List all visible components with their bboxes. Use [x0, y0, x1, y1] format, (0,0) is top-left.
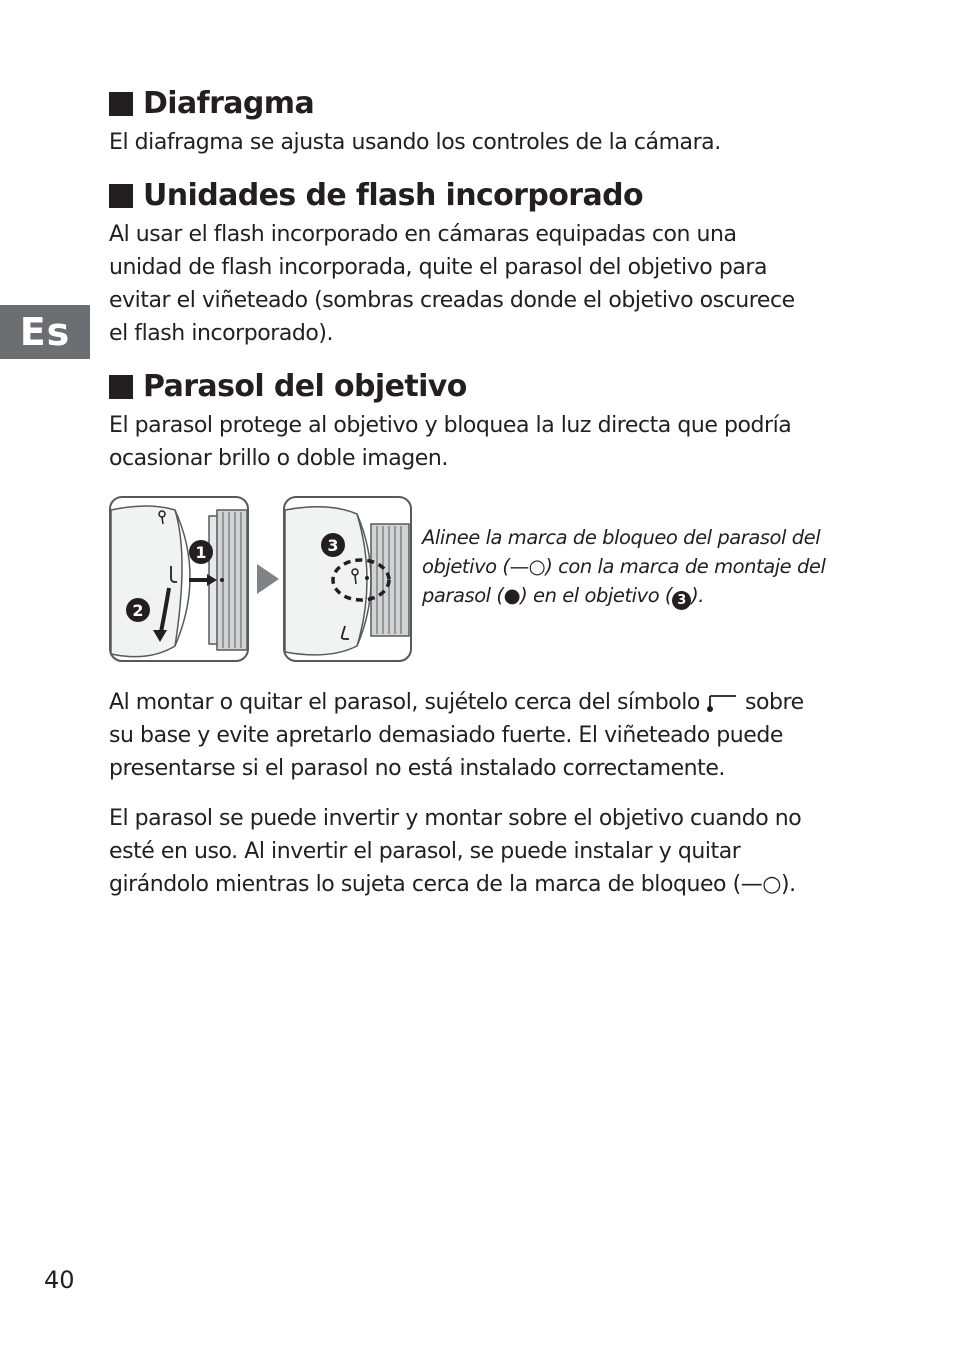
hood-mounting-figure	[109, 496, 413, 664]
body-line: evitar el viñeteado (sombras creadas donde el objetivo oscurece	[109, 288, 795, 313]
next-step-triangle-icon	[257, 564, 279, 594]
lock-mark-symbol: —○	[740, 872, 782, 897]
lock-mark-symbol: —○	[509, 555, 546, 578]
step-label: 1	[195, 543, 207, 562]
caption-text: parasol (	[422, 584, 504, 607]
body-line: Al usar el flash incorporado en cámaras equipadas con una	[109, 222, 737, 247]
heading-text: Unidades de flash incorporado	[143, 178, 643, 213]
mount-mark-icon	[220, 578, 224, 582]
section-diafragma	[109, 86, 849, 159]
bullet-square-icon	[109, 375, 133, 399]
hood-grip-symbol-icon	[706, 692, 738, 714]
body-line: presentarse si el parasol no está instalado correctamente.	[109, 756, 725, 781]
reversing-paragraph	[109, 802, 849, 901]
body-text: sobre	[744, 690, 804, 715]
bullet-square-icon	[109, 92, 133, 116]
section-body	[109, 218, 849, 350]
section-body: El diafragma se ajusta usando los controles de la cámara.	[109, 130, 721, 155]
figure-caption	[422, 523, 852, 610]
mounting-paragraph	[109, 686, 849, 785]
heading-text: Parasol del objetivo	[143, 369, 467, 404]
panel-2-hood	[285, 507, 367, 655]
body-line: El parasol protege al objetivo y bloquea la luz directa que podría	[109, 413, 792, 438]
language-tab: Es	[0, 305, 90, 359]
section-heading	[109, 178, 849, 214]
step-number-badge-icon: 3	[672, 591, 691, 610]
heading-text: Diafragma	[143, 86, 315, 121]
body-text: girándolo mientras lo sujeta cerca de la marca de bloqueo (	[109, 872, 741, 897]
body-text: Al montar o quitar el parasol, sujételo cerca del símbolo	[109, 690, 700, 715]
body-line: El parasol se puede invertir y montar sobre el objetivo cuando no	[109, 806, 802, 831]
caption-line: Alinee la marca de bloqueo del parasol del	[422, 526, 821, 549]
body-line: el flash incorporado).	[109, 321, 334, 346]
body-text: ).	[781, 872, 796, 897]
section-body	[109, 409, 849, 475]
body-line: ocasionar brillo o doble imagen.	[109, 446, 448, 471]
hood-mounting-illustration	[109, 496, 413, 664]
section-parasol	[109, 369, 849, 475]
body-line: su base y evite apretarlo demasiado fuerte. El viñeteado puede	[109, 723, 783, 748]
section-heading	[109, 369, 849, 405]
mount-mark-symbol: ●	[503, 584, 521, 607]
section-flash	[109, 178, 849, 350]
body-line: unidad de flash incorporada, quite el parasol del objetivo para	[109, 255, 768, 280]
page-number: 40	[44, 1266, 75, 1294]
caption-text: ) con la marca de montaje del	[545, 555, 826, 578]
bullet-square-icon	[109, 184, 133, 208]
mount-mark-icon	[365, 576, 369, 580]
body-paragraph	[109, 686, 849, 785]
step-label: 3	[327, 536, 339, 555]
caption-text: objetivo (	[422, 555, 510, 578]
body-paragraph	[109, 802, 849, 901]
body-line: esté en uso. Al invertir el parasol, se puede instalar y quitar	[109, 839, 741, 864]
caption-text: ) en el objetivo (	[520, 584, 673, 607]
caption-text: ).	[691, 584, 704, 607]
section-heading	[109, 86, 849, 122]
step-label: 2	[132, 601, 144, 620]
